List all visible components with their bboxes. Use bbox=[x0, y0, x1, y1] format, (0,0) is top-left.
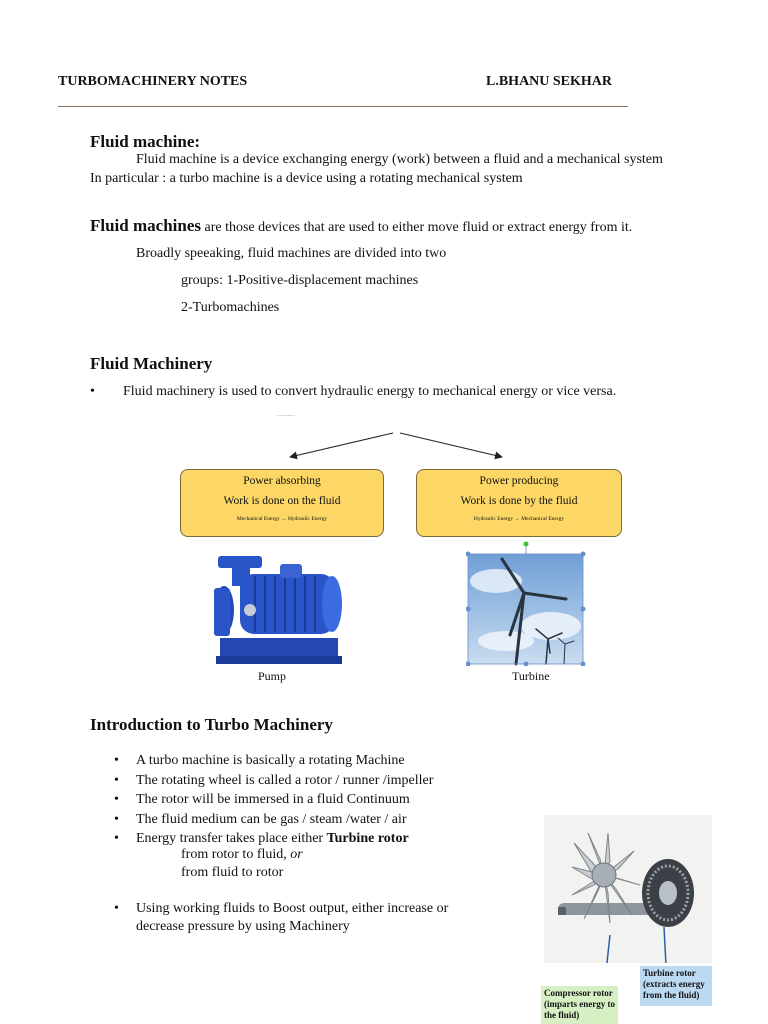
intro-bullet: • The rotating wheel is called a rotor / runner /impeller bbox=[92, 771, 433, 791]
turbine-image bbox=[466, 541, 586, 666]
boost-bullet: • Using working fluids to Boost output, either increase or bbox=[92, 899, 448, 919]
doc-header-title: TURBOMACHINERY NOTES bbox=[58, 74, 248, 89]
power-producing-title: Power producing bbox=[479, 475, 559, 487]
turbo-machine-definition: In particular : a turbo machine is a device using a rotating mechanical system bbox=[90, 171, 523, 186]
energy-bold: Turbine rotor bbox=[326, 831, 409, 846]
groups-line-1: groups: 1-Positive-displacement machines bbox=[181, 273, 419, 288]
turbine-caption: Turbine bbox=[512, 669, 550, 683]
power-producing-box bbox=[416, 469, 622, 537]
from-rotor-text: from rotor to fluid, bbox=[181, 847, 291, 862]
pump-image bbox=[210, 552, 345, 668]
intro-bullet-list bbox=[92, 751, 433, 849]
from-rotor-or: or bbox=[290, 847, 303, 862]
intro-bullet-energy bbox=[92, 829, 433, 849]
turbine-rotor-label: Turbine rotor (extracts energy from the fluid) bbox=[640, 966, 712, 1006]
compressor-rotor-label: Compressor rotor (imparts energy to the fluid) bbox=[541, 986, 618, 1024]
intro-bullet: • The rotor will be immersed in a fluid Continuum bbox=[92, 790, 433, 810]
fluid-machinery-bullet-text: Fluid machinery is used to convert hydraulic energy to mechanical energy or vice versa. bbox=[123, 384, 617, 399]
power-absorbing-small: Mechanical Energy → Hydraulic Energy bbox=[236, 516, 328, 522]
doc-header-author: L.BHANU SEKHAR bbox=[486, 74, 613, 89]
broadly-line: Broadly speeaking, fluid machines are divided into two bbox=[136, 246, 447, 261]
fluid-machines-lead: Fluid machines bbox=[90, 216, 201, 235]
intro-bullet: • The fluid medium can be gas / steam /water / air bbox=[92, 810, 433, 830]
fluid-machine-definition: Fluid machine is a device exchanging energy (work) between a fluid and a mechanical system bbox=[136, 152, 663, 167]
from-fluid-line: from fluid to rotor bbox=[181, 865, 284, 880]
boost-line-2: decrease pressure by using Machinery bbox=[136, 919, 350, 934]
arrow-left bbox=[290, 433, 393, 457]
boost-bullet-list bbox=[92, 899, 448, 919]
rotor-image bbox=[544, 815, 712, 963]
power-absorbing-title: Power absorbing bbox=[243, 475, 321, 487]
fluid-machines-rest: are those devices that are used to either move fluid or extract energy from it. bbox=[201, 220, 633, 235]
from-rotor-line bbox=[181, 847, 303, 863]
diagram-arrows bbox=[0, 0, 768, 470]
diagram-top-label: ............ bbox=[277, 412, 295, 418]
pump-caption: Pump bbox=[258, 669, 287, 683]
power-producing-small: Hydraulic Energy → Mechanical Energy bbox=[473, 516, 565, 522]
bullet-dot: • bbox=[90, 384, 95, 399]
power-absorbing-line: Work is done on the fluid bbox=[223, 495, 341, 507]
intro-bullet: • A turbo machine is basically a rotating Machine bbox=[92, 751, 433, 771]
intro-heading: Introduction to Turbo Machinery bbox=[90, 715, 333, 734]
energy-prefix: Energy transfer takes place either bbox=[136, 831, 327, 846]
power-absorbing-box bbox=[180, 469, 384, 537]
groups-line-2: 2-Turbomachines bbox=[181, 300, 280, 315]
arrow-right bbox=[400, 433, 502, 457]
fluid-machine-heading: Fluid machine: bbox=[90, 132, 201, 151]
power-producing-line: Work is done by the fluid bbox=[460, 495, 578, 507]
fluid-machinery-heading: Fluid Machinery bbox=[90, 354, 213, 373]
